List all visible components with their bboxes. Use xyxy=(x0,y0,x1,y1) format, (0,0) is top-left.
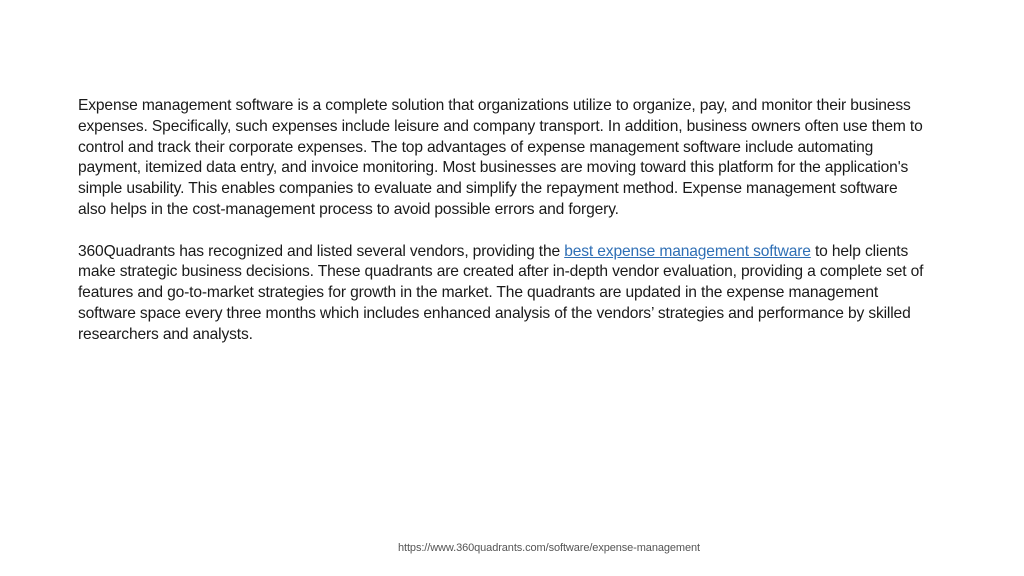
paragraph-vendors-after-link: to help clients make strategic business decisions. These quadrants are created after in-depth vendor evaluation, providing a complete set of features and go-to-market strategies for growth in the market. The quadrants are updated in the expense management software space every three months which includes enhanced analysis of the vendors’ strategies and performance by skilled researchers and analysts. xyxy=(78,242,924,343)
lead-term: Expense management software xyxy=(78,97,294,114)
paragraph-vendors xyxy=(78,242,928,346)
footer-url: https://www.360quadrants.com/software/expense-management xyxy=(398,542,700,554)
paragraph-intro-text: is a complete solution that organizations utilize to organize, pay, and monitor their business expenses. Specifically, such expenses include leisure and company transport. In addition, business owners often use them to control and track their corporate expenses. The top advantages of expense management software include automating payment, itemized data entry, and invoice monitoring. Most businesses are moving toward this platform for the application's simple usability. This enables companies to evaluate and simplify the repayment method. Expense management software also helps in the cost-management process to avoid possible errors and forgery. xyxy=(78,97,923,218)
paragraph-intro xyxy=(78,96,928,221)
best-expense-management-link[interactable]: best expense management software xyxy=(564,242,811,260)
paragraph-vendors-before-link: 360Quadrants has recognized and listed several vendors, providing the xyxy=(78,242,565,260)
body-text xyxy=(78,96,928,346)
